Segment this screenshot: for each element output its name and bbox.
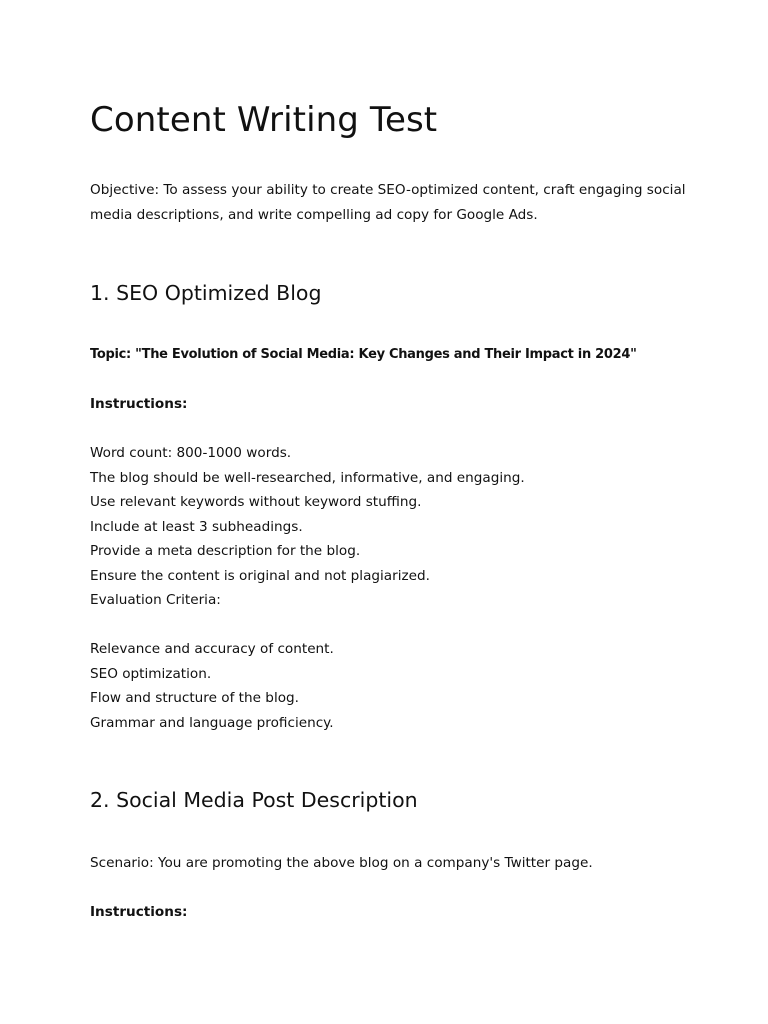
list-item: The blog should be well-researched, informative, and engaging. [90,469,525,486]
blog-topic: Topic: "The Evolution of Social Media: Key Changes and Their Impact in 2024" [90,347,637,362]
list-item: Provide a meta description for the blog. [90,543,361,560]
list-item: Flow and structure of the blog. [90,690,299,707]
list-item: SEO optimization. [90,665,212,682]
section-heading-seo-blog: 1. SEO Optimized Blog [90,281,322,305]
instructions-label: Instructions: [90,396,188,412]
list-item: Relevance and accuracy of content. [90,641,334,657]
instructions-label: Instructions: [90,904,188,920]
list-item: Word count: 800-1000 words. [90,445,292,461]
section-heading-social-media: 2. Social Media Post Description [90,788,418,812]
list-item: Use relevant keywords without keyword stuffing. [90,494,422,511]
objective-paragraph: Objective: To assess your ability to create SEO-optimized content, craft engaging social media descriptions, and write compelling ad copy for Google Ads. [90,182,686,223]
list-item: Include at least 3 subheadings. [90,518,303,535]
scenario-paragraph: Scenario: You are promoting the above blog on a company's Twitter page. [90,855,593,871]
list-item: Ensure the content is original and not plagiarized. [90,567,430,584]
page-title: Content Writing Test [90,100,438,140]
evaluation-criteria-label: Evaluation Criteria: [90,592,221,608]
list-item: Grammar and language proficiency. [90,714,334,731]
instructions-list [90,441,525,589]
criteria-list [90,637,334,735]
